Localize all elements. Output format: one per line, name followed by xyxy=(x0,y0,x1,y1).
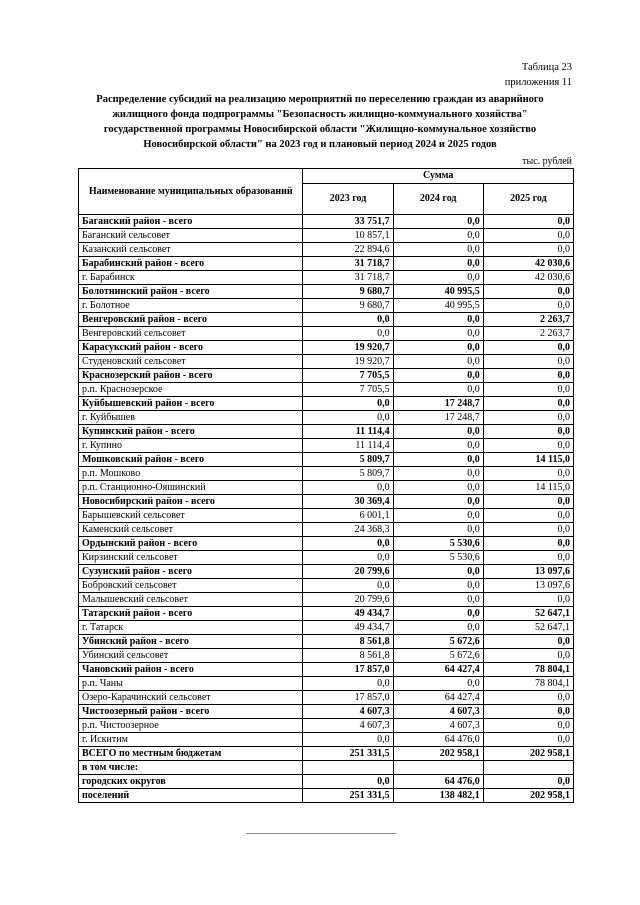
table-row xyxy=(79,467,574,481)
table-row xyxy=(79,537,574,551)
table-row xyxy=(79,691,574,705)
row-value-cell: 49 434,7 xyxy=(303,621,393,635)
row-value-cell: 4 607,3 xyxy=(393,719,483,733)
table-row xyxy=(79,733,574,747)
row-value-cell: 31 718,7 xyxy=(303,257,393,271)
row-value-cell: 0,0 xyxy=(303,481,393,495)
row-value-cell: 13 097,6 xyxy=(483,565,573,579)
row-value-cell: 31 718,7 xyxy=(303,271,393,285)
row-name-cell: Мошковский район - всего xyxy=(79,453,303,467)
row-name-cell: Баганский сельсовет xyxy=(79,229,303,243)
row-value-cell: 13 097,6 xyxy=(483,579,573,593)
row-value-cell: 5 809,7 xyxy=(303,453,393,467)
row-value-cell: 0,0 xyxy=(393,313,483,327)
row-value-cell: 17 248,7 xyxy=(393,411,483,425)
table-row xyxy=(79,257,574,271)
row-value-cell: 5 672,6 xyxy=(393,649,483,663)
column-header-2025: 2025 год xyxy=(483,184,573,215)
table-row xyxy=(79,565,574,579)
row-value-cell: 0,0 xyxy=(483,425,573,439)
row-value-cell: 10 857,1 xyxy=(303,229,393,243)
row-value-cell: 0,0 xyxy=(303,313,393,327)
row-name-cell: р.п. Чаны xyxy=(79,677,303,691)
row-name-cell: Бобровский сельсовет xyxy=(79,579,303,593)
row-name-cell: Студеновский сельсовет xyxy=(79,355,303,369)
row-value-cell: 20 799,6 xyxy=(303,565,393,579)
row-value-cell: 0,0 xyxy=(393,383,483,397)
row-value-cell: 5 530,6 xyxy=(393,551,483,565)
row-value-cell: 0,0 xyxy=(303,677,393,691)
row-value-cell: 17 248,7 xyxy=(393,397,483,411)
table-row xyxy=(79,481,574,495)
row-name-cell: Барабинский район - всего xyxy=(79,257,303,271)
row-value-cell: 0,0 xyxy=(393,439,483,453)
column-header-2023: 2023 год xyxy=(303,184,393,215)
row-value-cell: 0,0 xyxy=(393,565,483,579)
table-row xyxy=(79,579,574,593)
row-value-cell: 0,0 xyxy=(483,439,573,453)
row-name-cell: Новосибирский район - всего xyxy=(79,495,303,509)
table-row xyxy=(79,271,574,285)
table-row xyxy=(79,621,574,635)
row-value-cell: 0,0 xyxy=(393,229,483,243)
row-value-cell: 24 368,3 xyxy=(303,523,393,537)
appendix-label: приложения 11 xyxy=(504,77,572,88)
row-value-cell: 42 030,6 xyxy=(483,257,573,271)
row-value-cell: 202 958,1 xyxy=(483,789,573,803)
row-value-cell: 14 115,0 xyxy=(483,453,573,467)
row-value-cell: 202 958,1 xyxy=(483,747,573,761)
row-name-cell: Чистоозерный район - всего xyxy=(79,705,303,719)
row-name-cell: Куйбышевский район - всего xyxy=(79,397,303,411)
row-value-cell: 0,0 xyxy=(303,411,393,425)
row-value-cell: 2 263,7 xyxy=(483,313,573,327)
row-value-cell: 78 804,1 xyxy=(483,677,573,691)
subsidy-table xyxy=(78,168,574,803)
row-value-cell: 0,0 xyxy=(303,775,393,789)
row-value-cell: 40 995,5 xyxy=(393,285,483,299)
row-value-cell: 0,0 xyxy=(483,495,573,509)
row-value-cell: 7 705,5 xyxy=(303,369,393,383)
row-value-cell: 0,0 xyxy=(393,509,483,523)
title-line: Распределение субсидий на реализацию мероприятий по переселению граждан из аварийного xyxy=(96,94,544,105)
row-value-cell: 0,0 xyxy=(393,327,483,341)
row-name-cell: Болотнинский район - всего xyxy=(79,285,303,299)
row-value-cell: 0,0 xyxy=(483,719,573,733)
row-name-cell: Кирзинский сельсовет xyxy=(79,551,303,565)
column-header-name: Наименование муниципальных образований xyxy=(79,169,303,215)
table-row xyxy=(79,299,574,313)
row-name-cell: Венгеровский район - всего xyxy=(79,313,303,327)
row-value-cell: 0,0 xyxy=(393,341,483,355)
row-value-cell: 138 482,1 xyxy=(393,789,483,803)
column-header-2024: 2024 год xyxy=(393,184,483,215)
title-line: Новосибирской области" на 2023 год и плановый период 2024 и 2025 годов xyxy=(143,139,497,150)
row-value-cell: 0,0 xyxy=(393,369,483,383)
row-value-cell: 4 607,3 xyxy=(303,705,393,719)
row-name-cell: Купинский район - всего xyxy=(79,425,303,439)
row-name-cell: ВСЕГО по местным бюджетам xyxy=(79,747,303,761)
row-value-cell: 0,0 xyxy=(483,775,573,789)
row-value-cell: 20 799,6 xyxy=(303,593,393,607)
table-row xyxy=(79,747,574,761)
row-name-cell: г. Татарск xyxy=(79,621,303,635)
row-value-cell: 0,0 xyxy=(393,453,483,467)
table-row xyxy=(79,677,574,691)
row-value-cell: 0,0 xyxy=(483,635,573,649)
table-row xyxy=(79,663,574,677)
table-row xyxy=(79,607,574,621)
row-value-cell: 0,0 xyxy=(483,705,573,719)
row-name-cell: г. Барабинск xyxy=(79,271,303,285)
row-value-cell: 0,0 xyxy=(483,383,573,397)
row-name-cell: Каменский сельсовет xyxy=(79,523,303,537)
row-value-cell: 0,0 xyxy=(393,467,483,481)
row-value-cell: 0,0 xyxy=(483,369,573,383)
table-row xyxy=(79,551,574,565)
table-row xyxy=(79,243,574,257)
table-row xyxy=(79,215,574,229)
row-value-cell: 8 561,8 xyxy=(303,635,393,649)
table-body xyxy=(79,215,574,803)
row-name-cell: р.п. Краснозерское xyxy=(79,383,303,397)
row-value-cell: 0,0 xyxy=(483,411,573,425)
table-row xyxy=(79,789,574,803)
row-name-cell: р.п. Станционно-Ояшинский xyxy=(79,481,303,495)
row-value-cell: 0,0 xyxy=(393,607,483,621)
row-value-cell: 0,0 xyxy=(483,341,573,355)
row-value-cell: 9 680,7 xyxy=(303,285,393,299)
row-name-cell: городских округов xyxy=(79,775,303,789)
row-name-cell: Краснозерский район - всего xyxy=(79,369,303,383)
row-value-cell: 0,0 xyxy=(483,355,573,369)
table-row xyxy=(79,523,574,537)
table-row xyxy=(79,397,574,411)
row-value-cell: 0,0 xyxy=(393,243,483,257)
row-name-cell: Татарский район - всего xyxy=(79,607,303,621)
row-value-cell: 19 920,7 xyxy=(303,355,393,369)
table-row xyxy=(79,369,574,383)
table-row xyxy=(79,509,574,523)
row-value-cell: 8 561,8 xyxy=(303,649,393,663)
row-name-cell: р.п. Мошково xyxy=(79,467,303,481)
row-value-cell: 6 001,1 xyxy=(303,509,393,523)
row-name-cell: Карасукский район - всего xyxy=(79,341,303,355)
row-value-cell: 22 894,6 xyxy=(303,243,393,257)
row-value-cell: 0,0 xyxy=(303,397,393,411)
row-name-cell: г. Болотное xyxy=(79,299,303,313)
row-value-cell: 0,0 xyxy=(393,523,483,537)
table-row xyxy=(79,705,574,719)
table-row xyxy=(79,229,574,243)
row-value-cell: 42 030,6 xyxy=(483,271,573,285)
row-value-cell: 2 263,7 xyxy=(483,327,573,341)
title-line: жилищного фонда подпрограммы "Безопасность жилищно-коммунального хозяйства" xyxy=(112,109,528,120)
row-name-cell: Малышевский сельсовет xyxy=(79,593,303,607)
row-value-cell: 9 680,7 xyxy=(303,299,393,313)
header-row xyxy=(79,169,574,184)
table-row xyxy=(79,495,574,509)
row-value-cell: 17 857,0 xyxy=(303,691,393,705)
row-value-cell: 0,0 xyxy=(303,733,393,747)
row-value-cell: 0,0 xyxy=(483,397,573,411)
table-row xyxy=(79,761,574,775)
row-value-cell: 0,0 xyxy=(483,537,573,551)
table-row xyxy=(79,285,574,299)
table-row xyxy=(79,453,574,467)
row-value-cell: 33 751,7 xyxy=(303,215,393,229)
row-value-cell: 40 995,5 xyxy=(393,299,483,313)
table-row xyxy=(79,635,574,649)
row-value-cell: 64 476,0 xyxy=(393,775,483,789)
row-name-cell: г. Куйбышев xyxy=(79,411,303,425)
table-row xyxy=(79,355,574,369)
row-name-cell: поселений xyxy=(79,789,303,803)
row-value-cell: 17 857,0 xyxy=(303,663,393,677)
row-value-cell: 0,0 xyxy=(483,243,573,257)
table-row xyxy=(79,593,574,607)
row-value-cell: 64 427,4 xyxy=(393,691,483,705)
row-value-cell: 251 331,5 xyxy=(303,789,393,803)
table-row xyxy=(79,439,574,453)
table-row xyxy=(79,775,574,789)
row-value-cell: 202 958,1 xyxy=(393,747,483,761)
document-title xyxy=(60,92,580,152)
row-value-cell: 0,0 xyxy=(393,621,483,635)
row-value-cell: 0,0 xyxy=(393,593,483,607)
row-value-cell: 0,0 xyxy=(393,677,483,691)
row-value-cell: 0,0 xyxy=(303,537,393,551)
row-name-cell: Убинский район - всего xyxy=(79,635,303,649)
table-row xyxy=(79,327,574,341)
table-row xyxy=(79,649,574,663)
row-value-cell: 0,0 xyxy=(483,467,573,481)
title-line: государственной программы Новосибирской области "Жилищно-коммунальное хозяйство xyxy=(103,124,537,135)
footer-divider xyxy=(246,833,396,834)
row-value-cell: 4 607,3 xyxy=(303,719,393,733)
table-row xyxy=(79,383,574,397)
row-value-cell xyxy=(393,761,483,775)
row-value-cell: 0,0 xyxy=(393,257,483,271)
row-value-cell: 0,0 xyxy=(393,481,483,495)
row-value-cell: 4 607,3 xyxy=(393,705,483,719)
unit-label: тыс. рублей xyxy=(522,156,572,167)
row-value-cell: 0,0 xyxy=(393,579,483,593)
row-value-cell: 0,0 xyxy=(393,495,483,509)
row-value-cell: 5 672,6 xyxy=(393,635,483,649)
row-value-cell: 78 804,1 xyxy=(483,663,573,677)
row-value-cell: 0,0 xyxy=(393,355,483,369)
row-name-cell: Ордынский район - всего xyxy=(79,537,303,551)
table-number: Таблица 23 xyxy=(521,62,572,73)
row-name-cell: в том числе: xyxy=(79,761,303,775)
table-row xyxy=(79,425,574,439)
row-value-cell: 11 114,4 xyxy=(303,439,393,453)
row-value-cell: 0,0 xyxy=(483,229,573,243)
table-row xyxy=(79,341,574,355)
row-name-cell: р.п. Чистоозерное xyxy=(79,719,303,733)
row-value-cell: 19 920,7 xyxy=(303,341,393,355)
row-value-cell xyxy=(303,761,393,775)
row-name-cell: Баганский район - всего xyxy=(79,215,303,229)
row-value-cell: 0,0 xyxy=(483,215,573,229)
row-name-cell: Сузунский район - всего xyxy=(79,565,303,579)
row-value-cell: 0,0 xyxy=(303,551,393,565)
row-value-cell: 0,0 xyxy=(483,551,573,565)
row-value-cell: 0,0 xyxy=(303,579,393,593)
row-value-cell: 0,0 xyxy=(483,285,573,299)
row-value-cell: 64 427,4 xyxy=(393,663,483,677)
row-value-cell: 49 434,7 xyxy=(303,607,393,621)
row-value-cell: 0,0 xyxy=(483,733,573,747)
row-value-cell: 0,0 xyxy=(483,523,573,537)
table-row xyxy=(79,411,574,425)
row-value-cell: 5 530,6 xyxy=(393,537,483,551)
row-value-cell: 0,0 xyxy=(393,215,483,229)
row-name-cell: г. Купино xyxy=(79,439,303,453)
row-value-cell: 0,0 xyxy=(483,593,573,607)
column-header-sum: Сумма xyxy=(303,169,574,184)
row-value-cell: 0,0 xyxy=(483,649,573,663)
row-value-cell: 52 647,1 xyxy=(483,621,573,635)
row-value-cell: 0,0 xyxy=(483,691,573,705)
row-value-cell: 52 647,1 xyxy=(483,607,573,621)
row-value-cell: 5 809,7 xyxy=(303,467,393,481)
row-value-cell: 0,0 xyxy=(483,509,573,523)
row-value-cell: 0,0 xyxy=(393,425,483,439)
row-value-cell: 11 114,4 xyxy=(303,425,393,439)
row-value-cell: 14 115,0 xyxy=(483,481,573,495)
row-name-cell: Венгеровский сельсовет xyxy=(79,327,303,341)
row-name-cell: г. Искитим xyxy=(79,733,303,747)
row-value-cell: 0,0 xyxy=(393,271,483,285)
row-value-cell: 0,0 xyxy=(303,327,393,341)
row-value-cell: 7 705,5 xyxy=(303,383,393,397)
row-name-cell: Барышевский сельсовет xyxy=(79,509,303,523)
row-value-cell: 30 369,4 xyxy=(303,495,393,509)
table-row xyxy=(79,719,574,733)
table-row xyxy=(79,313,574,327)
row-value-cell xyxy=(483,761,573,775)
row-name-cell: Чановский район - всего xyxy=(79,663,303,677)
row-name-cell: Озеро-Карачинский сельсовет xyxy=(79,691,303,705)
row-name-cell: Убинский сельсовет xyxy=(79,649,303,663)
row-name-cell: Казанский сельсовет xyxy=(79,243,303,257)
row-value-cell: 64 476,0 xyxy=(393,733,483,747)
row-value-cell: 0,0 xyxy=(483,299,573,313)
row-value-cell: 251 331,5 xyxy=(303,747,393,761)
